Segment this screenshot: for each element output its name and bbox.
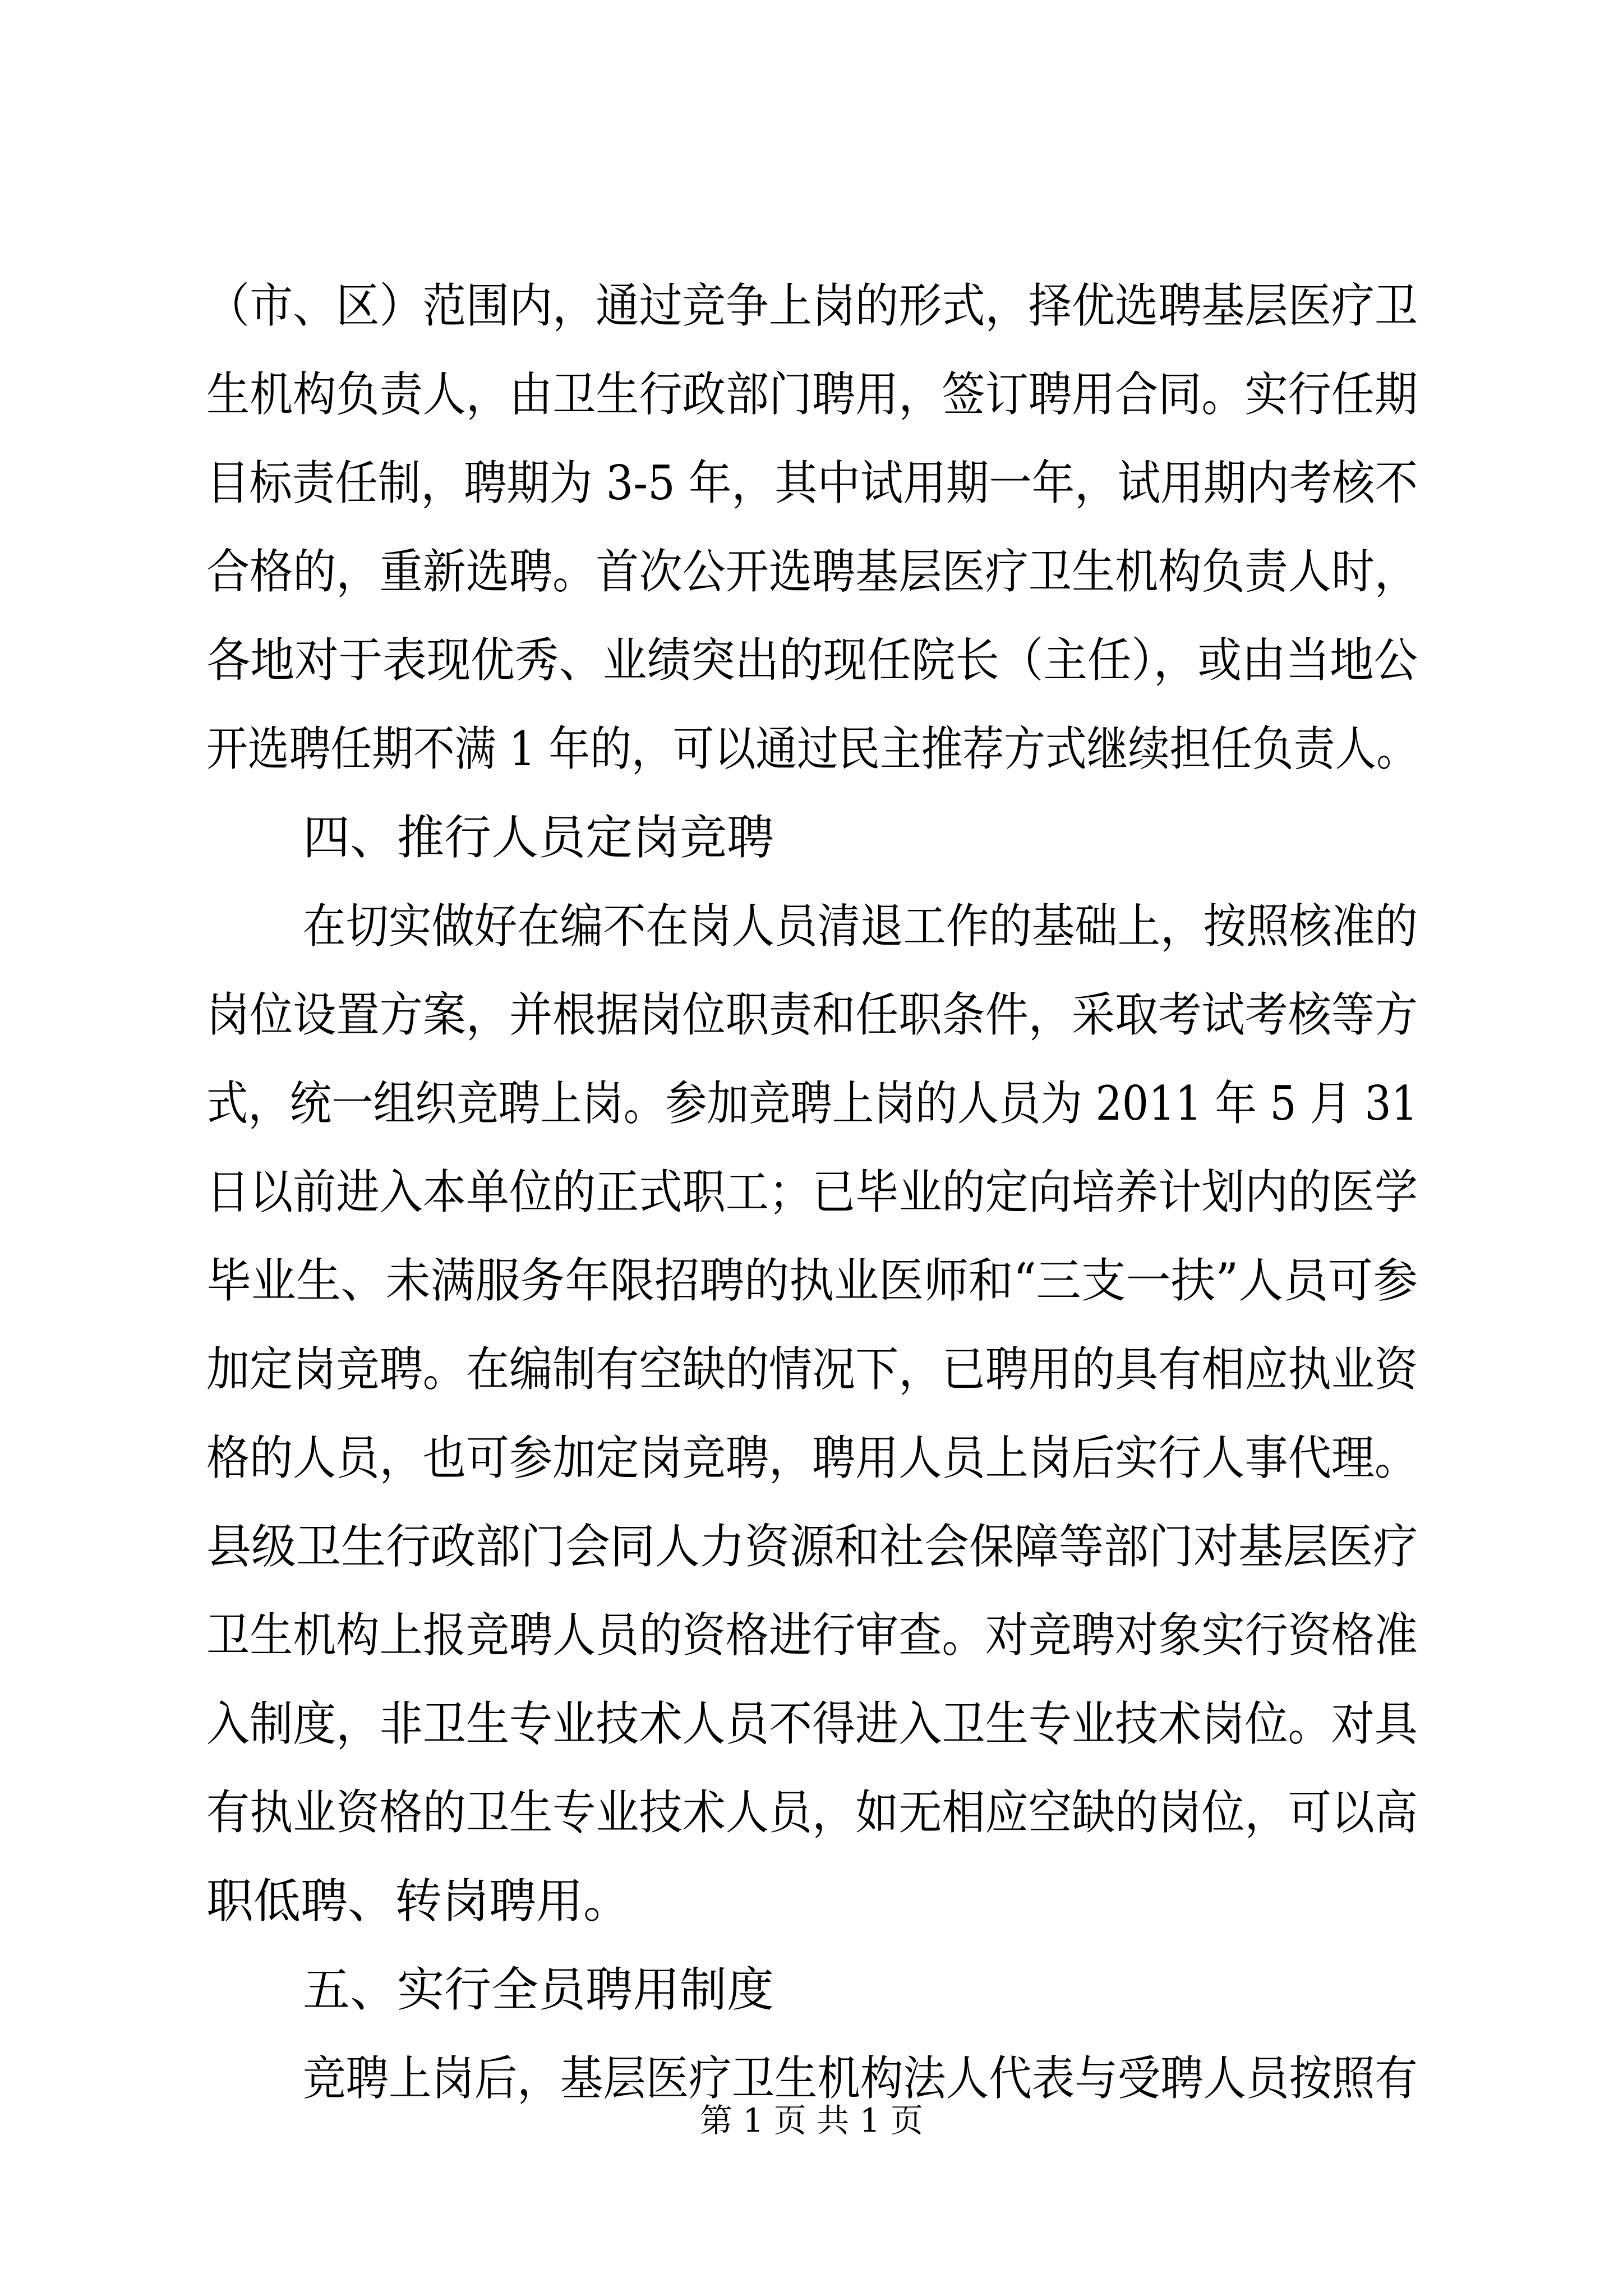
- text-line: 有执业资格的卫生专业技术人员，如无相应空缺的岗位，可以高: [206, 1785, 1418, 1840]
- section-heading: 五、实行全员聘用制度: [303, 1962, 774, 2017]
- text-line: 加定岗竞聘。在编制有空缺的情况下，已聘用的具有相应执业资: [206, 1342, 1418, 1397]
- paragraph-first-line: 竞聘上岗后，基层医疗卫生机构法人代表与受聘人员按照有: [303, 2051, 1418, 2106]
- text-line: 入制度，非卫生专业技术人员不得进入卫生专业技术岗位。对具: [206, 1696, 1418, 1751]
- text-line: 卫生机构上报竞聘人员的资格进行审查。对竞聘对象实行资格准: [206, 1608, 1418, 1663]
- text-line: 岗位设置方案，并根据岗位职责和任职条件，采取考试考核等方: [206, 987, 1418, 1042]
- text-line: 县级卫生行政部门会同人力资源和社会保障等部门对基层医疗: [206, 1519, 1418, 1574]
- text-line: 生机构负责人，由卫生行政部门聘用，签订聘用合同。实行任期: [206, 367, 1418, 422]
- text-line: 式，统一组织竞聘上岗。参加竞聘上岗的人员为 2011 年 5 月 31: [206, 1076, 1418, 1131]
- paragraph-first-line: 在切实做好在编不在岗人员清退工作的基础上，按照核准的: [303, 899, 1418, 954]
- text-line: 合格的，重新选聘。首次公开选聘基层医疗卫生机构负责人时，: [206, 544, 1418, 599]
- text-line: （市、区）范围内，通过竞争上岗的形式，择优选聘基层医疗卫: [206, 278, 1418, 333]
- section-heading: 四、推行人员定岗竞聘: [303, 810, 774, 865]
- text-line: 各地对于表现优秀、业绩突出的现任院长（主任），或由当地公: [206, 633, 1418, 688]
- text-line: 毕业生、未满服务年限招聘的执业医师和“三支一扶”人员可参: [206, 1253, 1418, 1308]
- text-line: 日以前进入本单位的正式职工；已毕业的定向培养计划内的医学: [206, 1165, 1418, 1220]
- text-line: 开选聘任期不满 1 年的，可以通过民主推荐方式继续担任负责人。: [206, 721, 1418, 776]
- text-line: 格的人员，也可参加定岗竞聘，聘用人员上岗后实行人事代理。: [206, 1430, 1418, 1485]
- text-line: 职低聘、转岗聘用。: [206, 1874, 631, 1929]
- text-line: 目标责任制，聘期为 3-5 年，其中试用期一年，试用期内考核不: [206, 455, 1418, 510]
- page-footer: 第 1 页 共 1 页: [700, 2101, 923, 2139]
